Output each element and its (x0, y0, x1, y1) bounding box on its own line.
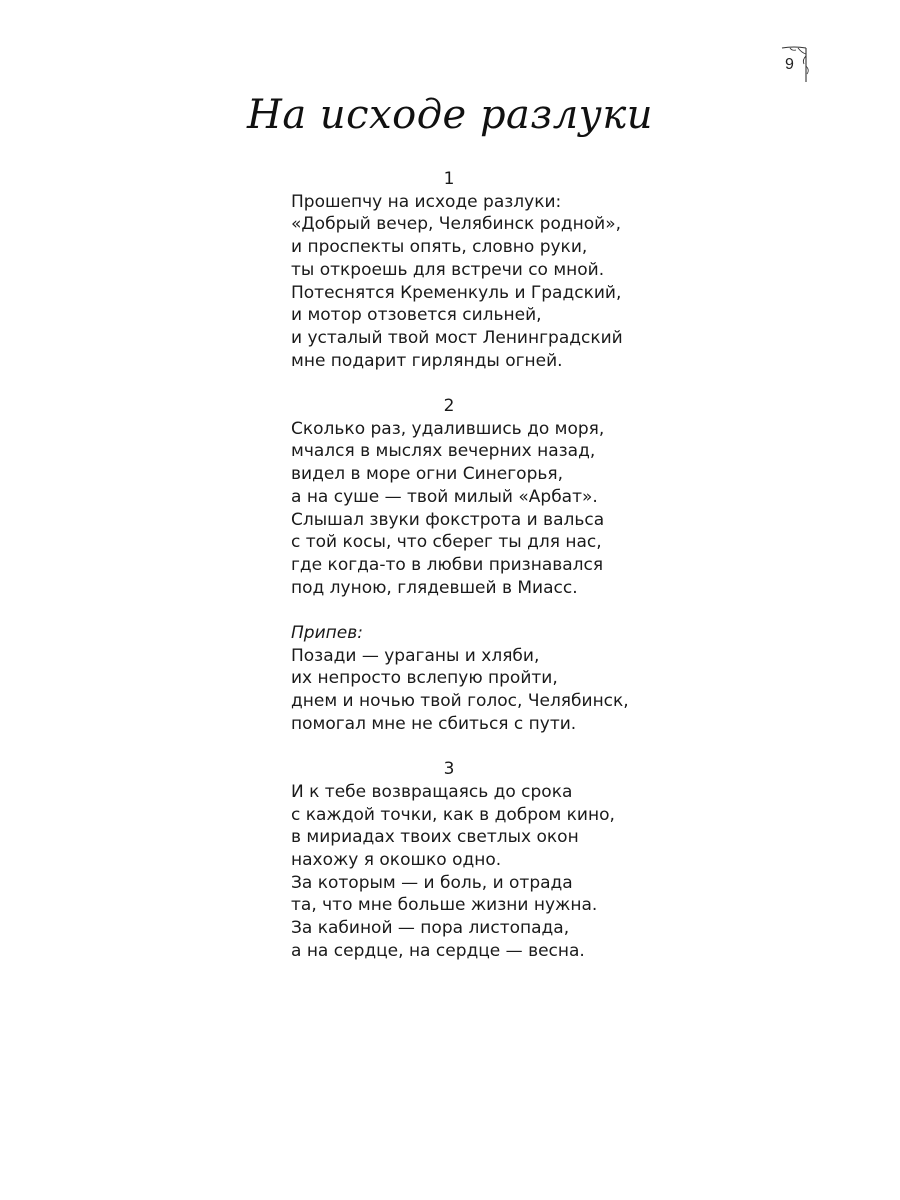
stanza-1 (291, 168, 651, 372)
poem-line: с той косы, что сберег ты для нас, (291, 532, 602, 553)
poem-line: мне подарит гирлянды огней. (291, 350, 563, 371)
poem-line: За кабиной — пора листопада, (291, 918, 570, 939)
poem-line: где когда-то в любви признавался (291, 554, 604, 575)
corner-ornament-icon (776, 44, 814, 84)
chorus (291, 622, 651, 736)
poem-line: и проспекты опять, словно руки, (291, 237, 588, 258)
poem-line: Слышал звуки фокстрота и вальса (291, 509, 605, 530)
poem-line: с каждой точки, как в добром кино, (291, 804, 615, 825)
stanza-3 (291, 758, 651, 962)
poem-line: Прошепчу на исходе разлуки: (291, 191, 562, 212)
poem-line: ты откроешь для встречи со мной. (291, 259, 605, 280)
poem-title: На исходе разлуки (246, 92, 654, 138)
poem-line: мчался в мыслях вечерних назад, (291, 441, 596, 462)
poem-line: И к тебе возвращаясь до срока (291, 781, 573, 802)
poem-line: Сколько раз, удалившись до моря, (291, 418, 605, 439)
poem-line: их непросто вслепую пройти, (291, 668, 558, 689)
chorus-label: Припев: (291, 623, 363, 644)
poem-line: Потеснятся Кременкуль и Градский, (291, 282, 622, 303)
poem-body (291, 168, 651, 985)
poem-line: помогал мне не сбиться с пути. (291, 713, 577, 734)
stanza-number: 2 (443, 396, 455, 417)
poem-line: нахожу я окошко одно. (291, 850, 502, 871)
poem-line: и мотор отзовется сильней, (291, 305, 542, 326)
poem-line: «Добрый вечер, Челябинск родной», (291, 214, 621, 235)
poem-line: За которым — и боль, и отрада (291, 872, 573, 893)
stanza-2 (291, 395, 651, 599)
poem-line: Позади — ураганы и хляби, (291, 645, 540, 666)
stanza-number: 3 (443, 759, 455, 780)
poem-line: а на суше — твой милый «Арбат». (291, 486, 598, 507)
poem-line: в мириадах твоих светлых окон (291, 827, 579, 848)
poem-line: а на сердце, на сердце — весна. (291, 940, 585, 961)
poem-line: под луною, глядевшей в Миасс. (291, 577, 578, 598)
poem-line: та, что мне больше жизни нужна. (291, 895, 598, 916)
page-number: 9 (785, 56, 794, 73)
stanza-number: 1 (443, 169, 455, 189)
poem-line: днем и ночью твой голос, Челябинск, (291, 691, 629, 712)
poem-line: и усталый твой мост Ленинградский (291, 327, 623, 348)
poem-line: видел в море огни Синегорья, (291, 464, 564, 485)
